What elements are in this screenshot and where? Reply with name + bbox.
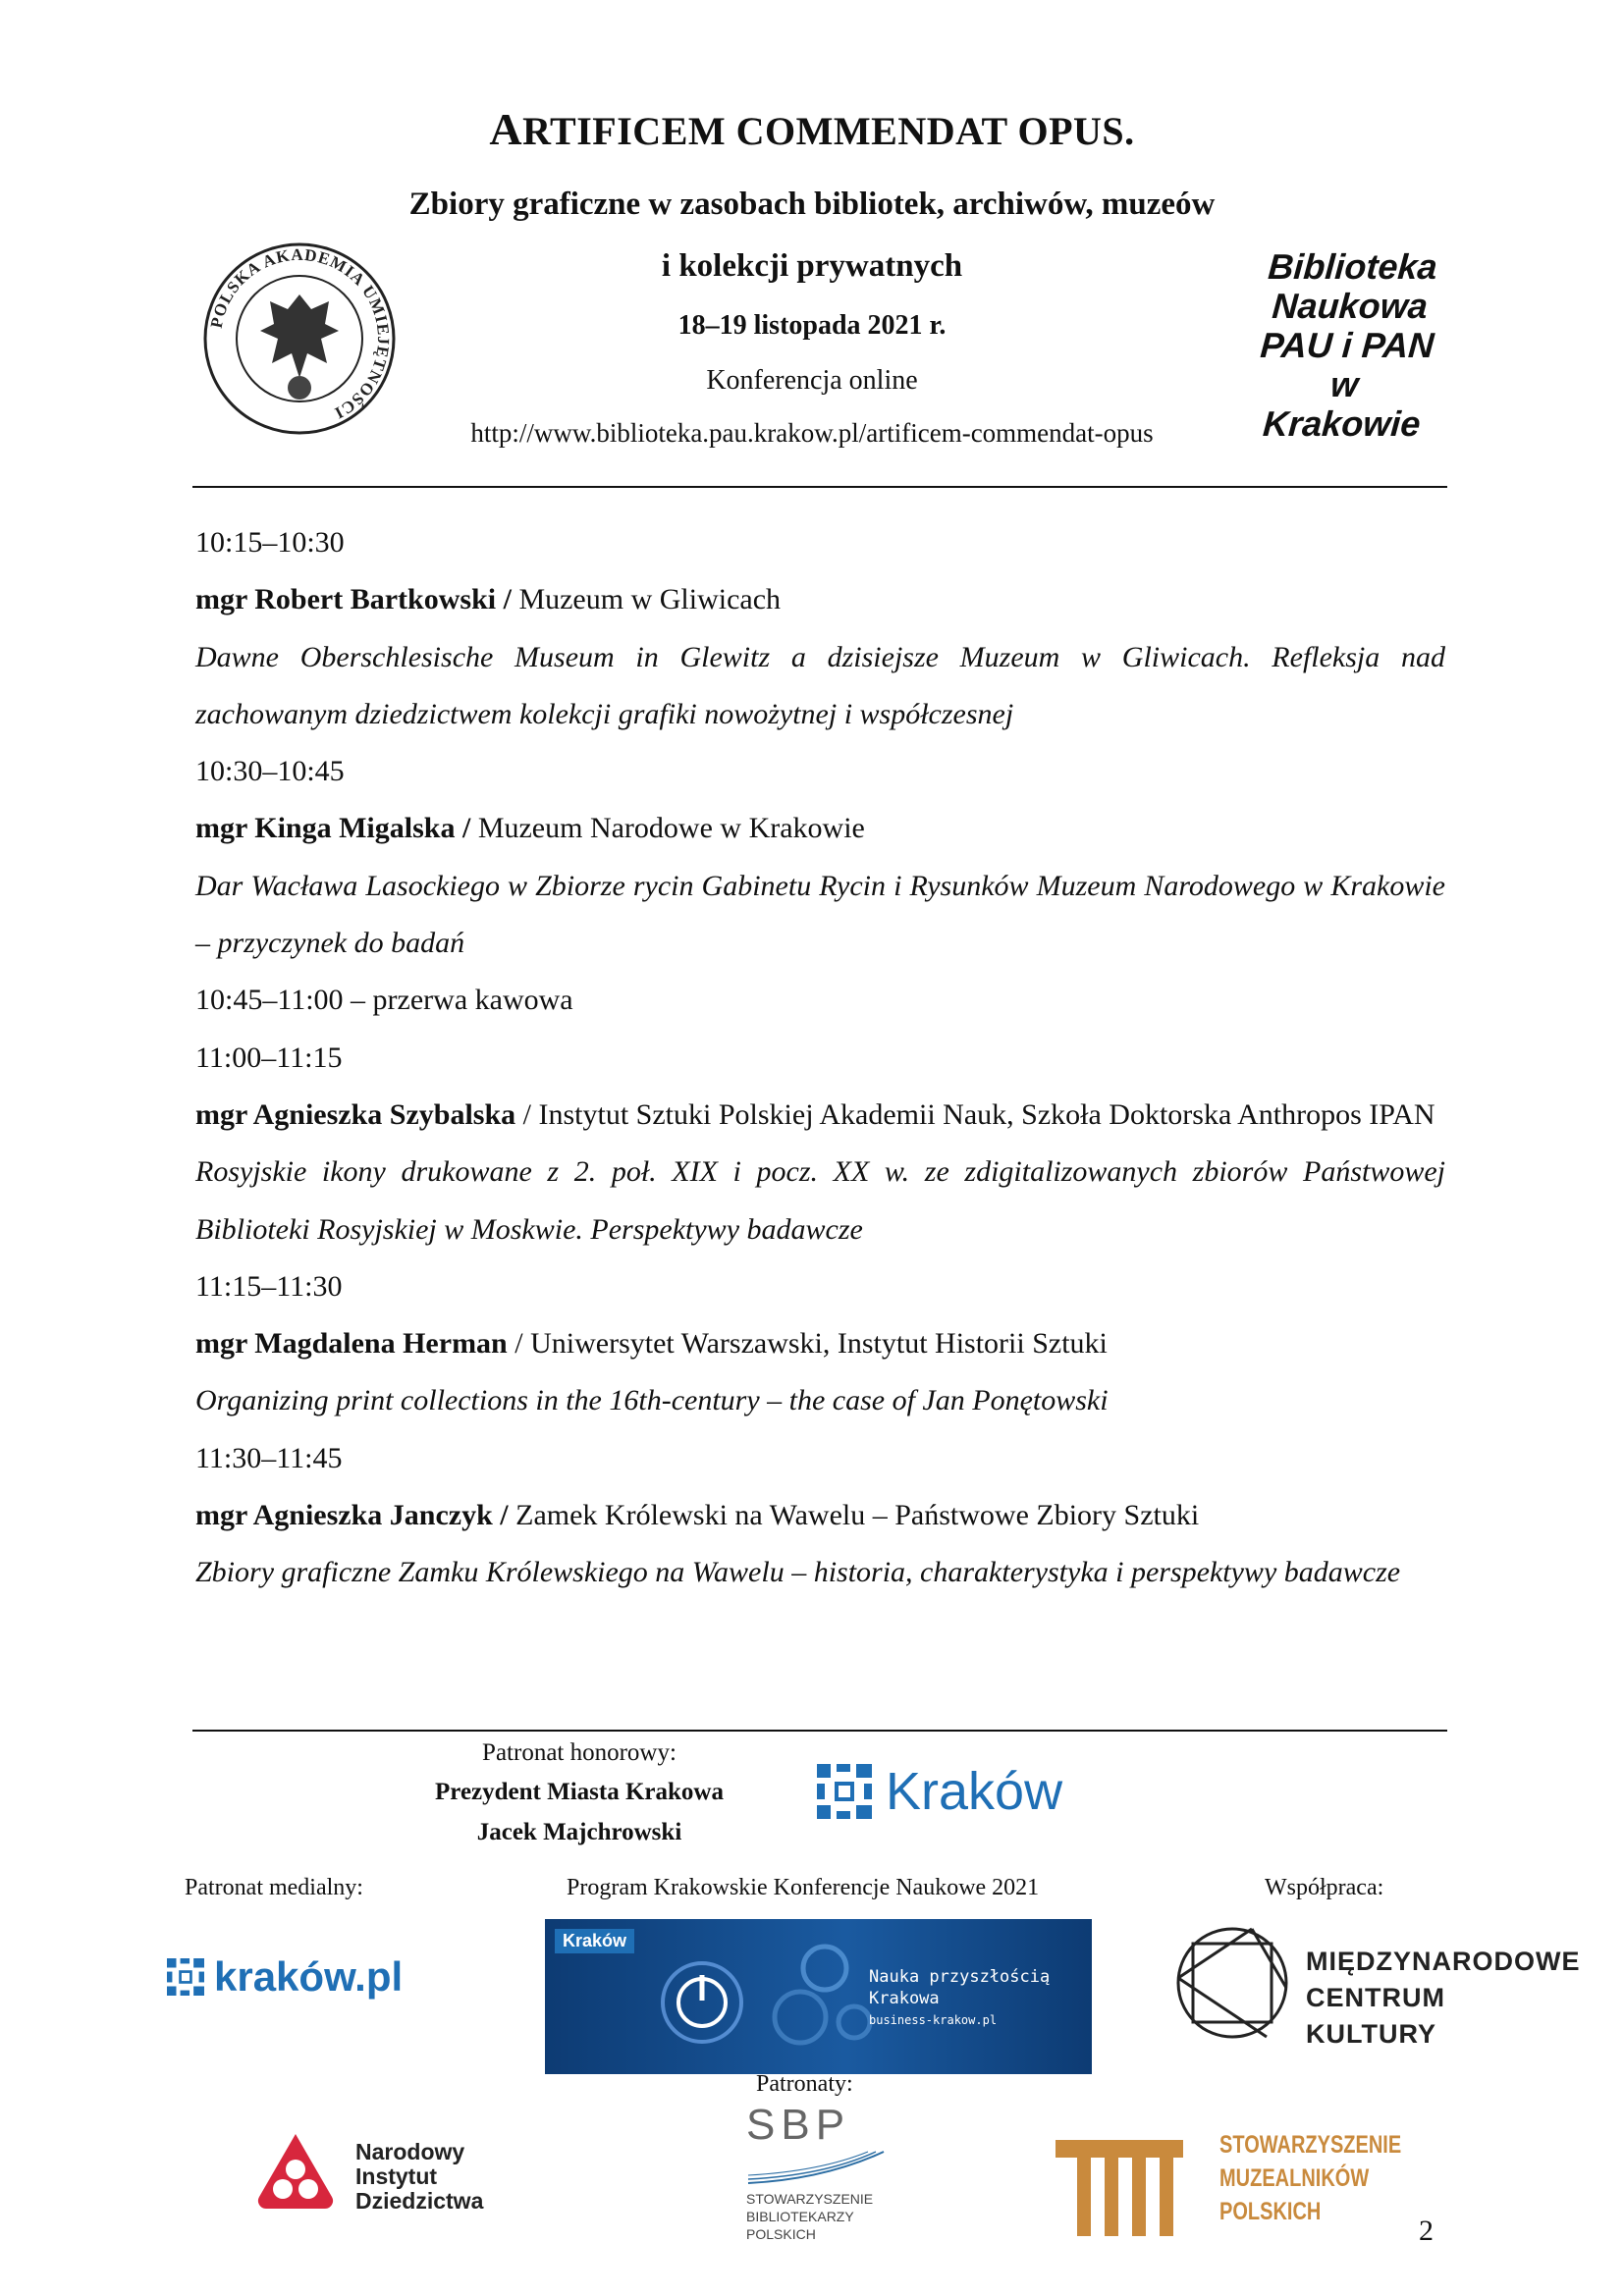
conference-url[interactable]: http://www.biblioteka.pau.krakow.pl/artificem-commendat-opus xyxy=(470,418,1154,448)
nid-line3: Dziedzictwa xyxy=(355,2188,484,2214)
smp-line3: POLSKICH xyxy=(1219,2198,1322,2225)
pau-seal-logo xyxy=(201,240,398,437)
speaker-name: mgr Agnieszka Janczyk xyxy=(195,1499,493,1532)
speaker-line xyxy=(195,1487,1445,1544)
banner-line2: Krakowa xyxy=(869,1989,940,2008)
speaker-affiliation: Muzeum Narodowe w Krakowie xyxy=(477,812,865,845)
speaker-separator: / xyxy=(492,1499,516,1532)
talk-title xyxy=(195,1544,1445,1601)
biblioteka-logo-line3: PAU i PAN xyxy=(1259,325,1435,365)
smp-logo-text xyxy=(1219,2128,1401,2228)
nid-line1: Narodowy xyxy=(355,2139,465,2164)
speaker-affiliation: Zamek Królewski na Wawelu – Państwowe Zbiory Sztuki xyxy=(515,1499,1200,1532)
cooperation-label: Współpraca: xyxy=(1265,1875,1384,1900)
biblioteka-logo-line1: Biblioteka xyxy=(1267,246,1439,287)
time-slot: 10:30–10:45 xyxy=(195,755,345,788)
speaker-line xyxy=(195,1315,1445,1372)
honorary-patronage-label: Patronat honorowy: xyxy=(482,1739,677,1766)
conference-format: Konferencja online xyxy=(706,365,918,396)
patronages-label: Patronaty: xyxy=(756,2071,853,2097)
biblioteka-logo-line2: Naukowa xyxy=(1271,286,1430,326)
talk-title xyxy=(195,629,1445,744)
biblioteka-logo-line4: w Krakowie xyxy=(1261,364,1422,444)
nid-logo-text xyxy=(355,2140,483,2214)
mck-line1: MIĘDZYNARODOWE xyxy=(1306,1947,1581,1976)
footer-divider xyxy=(192,1730,1447,1732)
header-divider xyxy=(192,486,1447,488)
talk-title-text: Dar Wacława Lasockiego w Zbiorze rycin Gabinetu Rycin i Rysunków Muzeum Narodowego w Krakowie – przyczynek do badań xyxy=(195,869,1445,960)
speaker-line xyxy=(195,571,1445,628)
honorary-patron-line2: Jacek Majchrowski xyxy=(476,1819,682,1845)
speaker-name: mgr Magdalena Herman xyxy=(195,1327,508,1361)
talk-title-text: Dawne Oberschlesische Museum in Glewitz a dzisiejsze Muzeum w Gliwicach. Refleksja nad zachowanym dziedzictwem kolekcji grafiki nowożytnej i współczesnej xyxy=(195,640,1445,730)
time-slot: 11:00–11:15 xyxy=(195,1041,343,1074)
title-first-letter: A xyxy=(489,104,523,154)
speaker-separator: / xyxy=(507,1327,531,1361)
talk-title xyxy=(195,858,1445,973)
smp-logo-icon xyxy=(1056,2140,1183,2238)
program-label: Program Krakowskie Konferencje Naukowe 2021 xyxy=(567,1875,1040,1900)
speaker-name: mgr Kinga Migalska xyxy=(195,812,456,845)
seal-text: POLSKA AKADEMIA UMIEJĘTNOŚCI xyxy=(206,244,394,423)
krakowpl-mark-icon xyxy=(167,1958,204,1996)
speaker-affiliation: Muzeum w Gliwicach xyxy=(518,583,782,616)
speaker-line xyxy=(195,1087,1445,1144)
time-slot: 11:30–11:45 xyxy=(195,1441,343,1474)
krakow-logo-text: Kraków xyxy=(886,1762,1063,1821)
speaker-name: mgr Agnieszka Szybalska xyxy=(195,1097,516,1131)
media-patronage-label: Patronat medialny: xyxy=(185,1875,363,1900)
biblioteka-logo xyxy=(1259,246,1439,444)
mck-line2: CENTRUM xyxy=(1306,1983,1445,2012)
nid-logo-icon xyxy=(253,2130,338,2215)
honorary-patron-line1: Prezydent Miasta Krakowa xyxy=(435,1779,724,1805)
smp-line1: STOWARZYSZENIE xyxy=(1219,2131,1402,2159)
title-rest: RTIFICEM COMMENDAT OPUS. xyxy=(522,109,1135,153)
krakowpl-logo xyxy=(167,1953,403,2001)
mck-geometric-logo xyxy=(1168,1919,1296,2047)
speaker-separator: / xyxy=(496,583,519,616)
speaker-separator: / xyxy=(515,1097,539,1131)
banner-line1: Nauka przyszłością xyxy=(869,1967,1051,1987)
speaker-affiliation: Uniwersytet Warszawski, Instytut Historii Sztuki xyxy=(530,1327,1108,1361)
krakow-logo xyxy=(817,1762,1062,1821)
smp-line2: MUZEALNIKÓW xyxy=(1219,2164,1370,2192)
subtitle-line2: i kolekcji prywatnych xyxy=(661,248,963,284)
sbp-line1: STOWARZYSZENIE xyxy=(746,2191,874,2207)
page-number: 2 xyxy=(1419,2215,1434,2247)
time-slot: 11:15–11:30 xyxy=(195,1269,343,1303)
speaker-separator: / xyxy=(455,812,478,845)
subtitle-line1: Zbiory graficzne w zasobach bibliotek, archiwów, muzeów xyxy=(408,187,1216,222)
talk-title-text: Rosyjskie ikony drukowane z 2. poł. XIX i pocz. XX w. ze zdigitalizowanych zbiorów Państwowej Biblioteki Rosyjskiej w Moskwie. Perspektywy badawcze xyxy=(195,1155,1445,1246)
nid-line2: Instytut xyxy=(355,2163,438,2189)
program-list xyxy=(195,514,1445,1602)
time-slot: 10:45–11:00 – przerwa kawowa xyxy=(195,984,573,1017)
talk-title xyxy=(195,1144,1445,1258)
sbp-logo xyxy=(746,2101,923,2243)
banner-brand: Kraków xyxy=(555,1929,634,1953)
mck-logo-text xyxy=(1306,1944,1581,2053)
talk-title xyxy=(195,1372,1445,1429)
time-slot: 10:15–10:30 xyxy=(195,526,345,559)
sbp-swoosh-icon xyxy=(746,2150,893,2185)
speaker-name: mgr Robert Bartkowski xyxy=(195,583,497,616)
talk-title-text: Organizing print collections in the 16th-century – the case of Jan Ponętowski xyxy=(195,1384,1109,1417)
conference-dates: 18–19 listopada 2021 r. xyxy=(677,310,947,341)
sbp-line3: POLSKICH xyxy=(746,2226,816,2242)
krakow-mark-icon xyxy=(817,1764,872,1819)
speaker-affiliation: Instytut Sztuki Polskiej Akademii Nauk, Szkoła Doktorska Anthropos IPAN xyxy=(538,1097,1435,1131)
speaker-line xyxy=(195,800,1445,857)
talk-title-text: Zbiory graficzne Zamku Królewskiego na Wawelu – historia, charakterystyka i perspektywy badawcze xyxy=(195,1556,1401,1589)
gears-icon xyxy=(771,1934,879,2052)
mck-line3: KULTURY xyxy=(1306,2019,1436,2049)
power-icon xyxy=(653,1953,751,2052)
program-banner xyxy=(545,1919,1092,2074)
document-title xyxy=(0,103,1624,155)
banner-line3: business-krakow.pl xyxy=(869,2013,998,2027)
sbp-line2: BIBLIOTEKARZY xyxy=(746,2209,854,2224)
krakowpl-text: kraków.pl xyxy=(214,1953,404,2000)
sbp-short: SBP xyxy=(746,2101,851,2149)
